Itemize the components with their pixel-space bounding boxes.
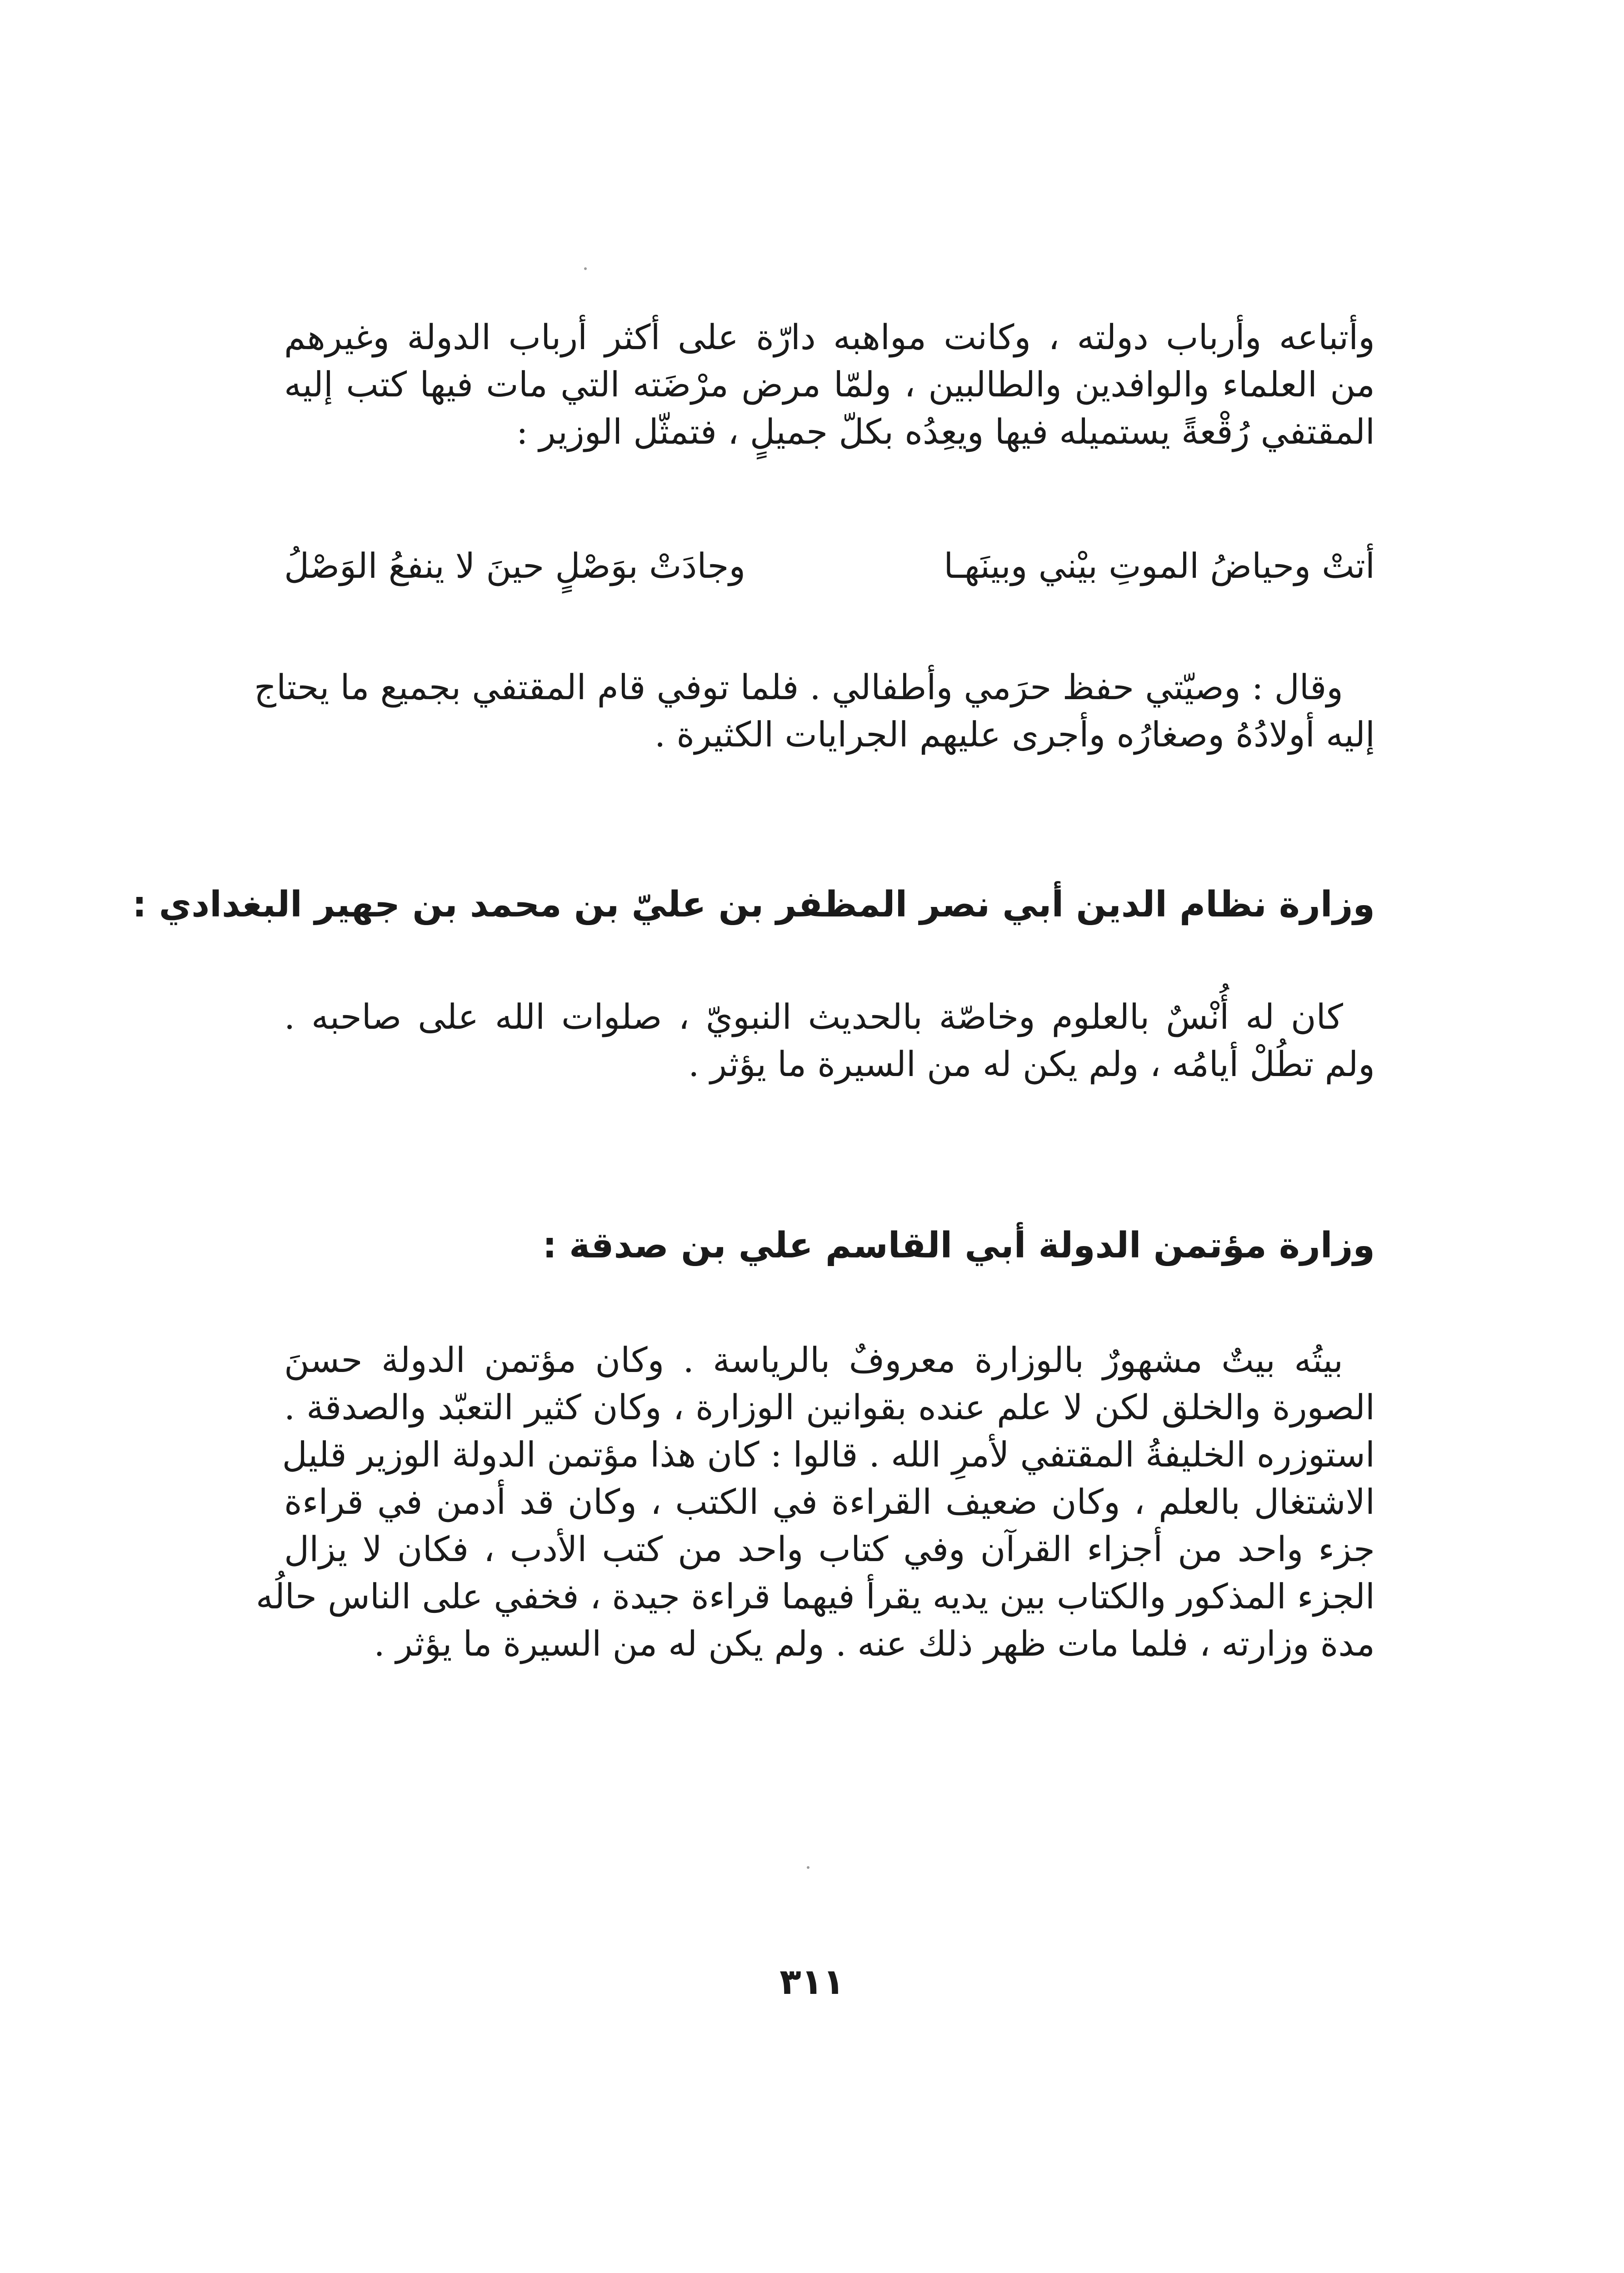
- text-line: الاشتغال بالعلم ، وكان ضعيف القراءة في الكتب ، وكان قد أدمن في قراءة: [284, 1482, 1375, 1522]
- text-line: استوزره الخليفةُ المقتفي لأمرِ الله . قالوا : كان هذا مؤتمن الدولة الوزير قليل: [282, 1434, 1375, 1475]
- verse-hemistich-second: وجادَتْ بوَصْلٍ حينَ لا ينفعُ الوَصْلُ: [284, 546, 746, 586]
- text-line: وأتباعه وأرباب دولته ، وكانت مواهبه دارّة على أكثر أرباب الدولة وغيرهم: [284, 317, 1375, 357]
- page-number: ٣١١: [780, 1962, 844, 2003]
- text-line: الصورة والخلق لكن لا علم عنده بقوانين الوزارة ، وكان كثير التعبّد والصدقة .: [284, 1387, 1375, 1427]
- section-2-body: [255, 1337, 1375, 1667]
- text-line: الجزء المذكور والكتاب بين يديه يقرأ فيهما قراءة جيدة ، فخفي على الناس حالُه: [255, 1576, 1375, 1617]
- text-line: بيتُه بيتٌ مشهورٌ بالوزارة معروفٌ بالرياسة . وكان مؤتمن الدولة حسنَ: [284, 1340, 1343, 1380]
- paragraph-1: [284, 314, 1375, 456]
- text-line: وقال : وصيّتي حفظ حرَمي وأطفالي . فلما توفي قام المقتفي بجميع ما يحتاج: [254, 667, 1343, 707]
- section-heading-2: وزارة مؤتمن الدولة أبي القاسم علي بن صدقة :: [542, 1225, 1375, 1266]
- text-line: إليه أولادُهُ وصغارُه وأجرى عليهم الجرايات الكثيرة .: [655, 714, 1375, 755]
- text-line: مدة وزارته ، فلما مات ظهر ذلك عنه . ولم يكن له من السيرة ما يؤثر .: [374, 1623, 1375, 1664]
- text-line: ولم تطُلْ أيامُه ، ولم يكن له من السيرة ما يؤثر .: [688, 1044, 1375, 1084]
- poetry-verse: [284, 541, 1375, 591]
- text-line: كان له أُنْسٌ بالعلوم وخاصّة بالحديث النبويّ ، صلوات الله على صاحبه .: [284, 996, 1343, 1037]
- paragraph-2: [254, 664, 1375, 758]
- text-line: من العلماء والوافدين والطالبين ، ولمّا مرض مرْضَته التي مات فيها كتب إليه: [284, 364, 1375, 405]
- text-line: المقتفي رُقْعةً يستميله فيها ويعِدُه بكلّ جميلٍ ، فتمثّل الوزير :: [516, 411, 1375, 452]
- text-line: جزء واحد من أجزاء القرآن وفي كتاب واحد من كتب الأدب ، فكان لا يزال: [284, 1529, 1375, 1569]
- section-1-body: [284, 993, 1375, 1088]
- section-heading-1: وزارة نظام الدين أبي نصر المظفر بن عليّ بن محمد بن جهير البغدادي :: [132, 884, 1375, 925]
- scan-speck: [807, 1866, 810, 1869]
- scan-speck: [584, 267, 587, 270]
- verse-hemistich-first: أتتْ وحياضُ الموتِ بيْني وبينَهـا: [944, 546, 1375, 586]
